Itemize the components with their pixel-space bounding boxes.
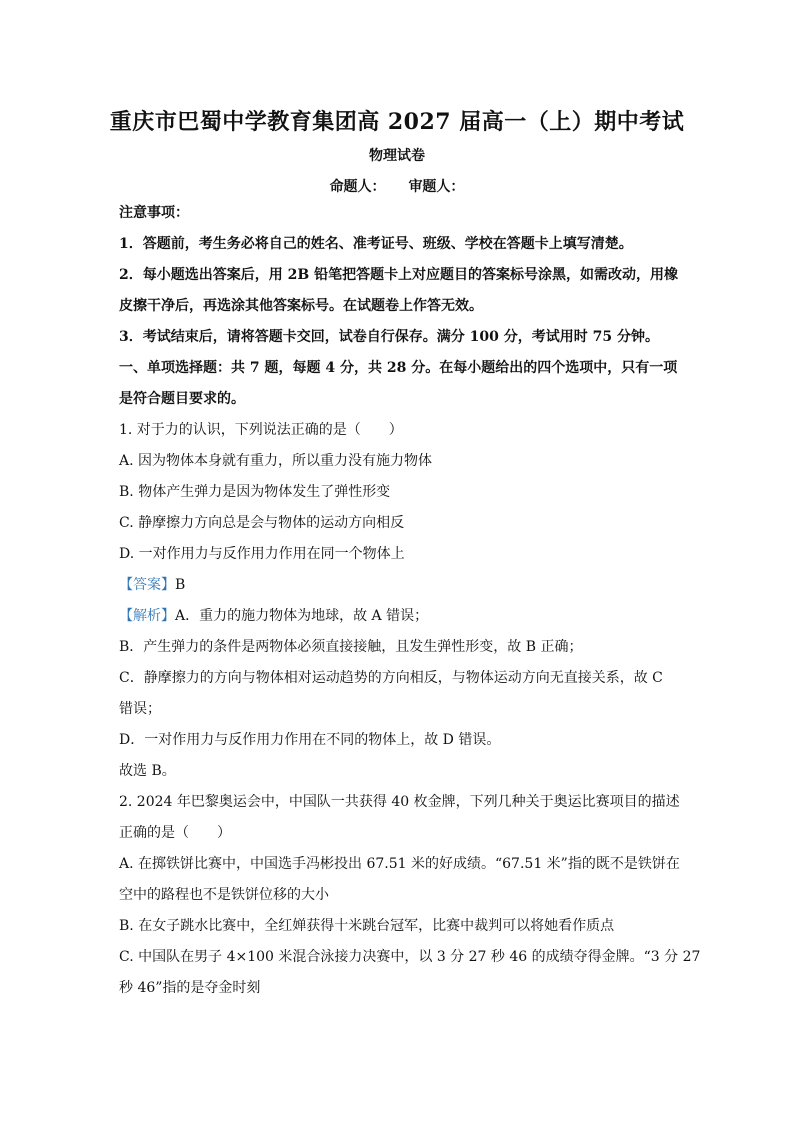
question-1-option-a: A. 因为物体本身就有重力，所以重力没有施力物体 (119, 453, 433, 469)
question-1-conclusion: 故选 B。 (119, 763, 176, 779)
notice-heading: 注意事项： (119, 205, 189, 221)
question-2-option-a-line-1: A. 在掷铁饼比赛中，中国选手冯彬投出 67.51 米的好成绩。“67.51 米”指的既不是铁饼在 (119, 856, 680, 872)
analysis-text-a: A．重力的施力物体为地球，故 A 错误； (175, 608, 429, 624)
section-heading-line-1: 一、单项选择题：共 7 题，每题 4 分，共 28 分。在每小题给出的四个选项中，只有一项 (119, 360, 678, 376)
question-2-option-c-line-2: 秒 46”指的是夺金时刻 (119, 980, 261, 996)
notice-item-3: 3．考试结束后，请将答题卡交回，试卷自行保存。满分 100 分，考试用时 75 分钟。 (119, 329, 659, 345)
exam-subtitle: 物理试卷 (369, 148, 425, 164)
question-2-option-b: B. 在女子跳水比赛中，全红婵获得十米跳台冠军，比赛中裁判可以将她看作质点 (119, 918, 615, 934)
question-2-stem-line-2: 正确的是（ ） (119, 825, 231, 841)
question-1-analysis-b: B．产生弹力的条件是两物体必须直接接触，且发生弹性形变，故 B 正确； (119, 639, 583, 655)
notice-item-1: 1．答题前，考生务必将自己的姓名、准考证号、班级、学校在答题卡上填写清楚。 (119, 236, 633, 252)
answer-tag: 【答案】 (119, 577, 175, 593)
question-1-option-b: B. 物体产生弹力是因为物体发生了弹性形变 (119, 484, 391, 500)
section-heading-line-2: 是符合题目要求的。 (119, 391, 245, 407)
author-label: 命题人： (329, 179, 386, 195)
exam-title: 重庆市巴蜀中学教育集团高 2027 届高一（上）期中考试 (109, 109, 685, 135)
analysis-tag: 【解析】 (119, 608, 175, 624)
question-1-option-c: C. 静摩擦力方向总是会与物体的运动方向相反 (119, 515, 405, 531)
notice-item-2-line-2: 皮擦干净后，再选涂其他答案标号。在试题卷上作答无效。 (119, 298, 483, 314)
question-1-analysis-d: D．一对作用力与反作用力作用在不同的物体上，故 D 错误。 (119, 732, 501, 748)
question-1-stem: 1. 对于力的认识，下列说法正确的是（ ） (119, 422, 403, 438)
exam-body (119, 198, 701, 1004)
question-1-answer (119, 570, 679, 601)
question-1-option-d: D. 一对作用力与反作用力作用在同一个物体上 (119, 546, 405, 562)
question-1-analysis-c-line-1: C．静摩擦力的方向与物体相对运动趋势的方向相反，与物体运动方向无直接关系，故 C (119, 670, 663, 686)
author-line (0, 176, 794, 196)
answer-value: B (175, 577, 186, 593)
question-2-option-c-line-1: C. 中国队在男子 4×100 米混合泳接力决赛中，以 3 分 27 秒 46 的成绩夺得金牌。“3 分 27 (119, 949, 701, 965)
question-2-option-a-line-2: 空中的路程也不是铁饼位移的大小 (119, 887, 329, 903)
question-2-stem-line-1: 2. 2024 年巴黎奥运会中，中国队一共获得 40 枚金牌，下列几种关于奥运比赛项目的描述 (119, 794, 680, 810)
question-1-analysis-c-line-2: 错误； (119, 701, 161, 717)
notice-item-2-line-1: 2．每小题选出答案后，用 2B 铅笔把答题卡上对应题目的答案标号涂黑，如需改动，用橡 (119, 267, 679, 283)
question-1-analysis-a (119, 601, 679, 632)
reviewer-label: 审题人： (408, 179, 465, 195)
